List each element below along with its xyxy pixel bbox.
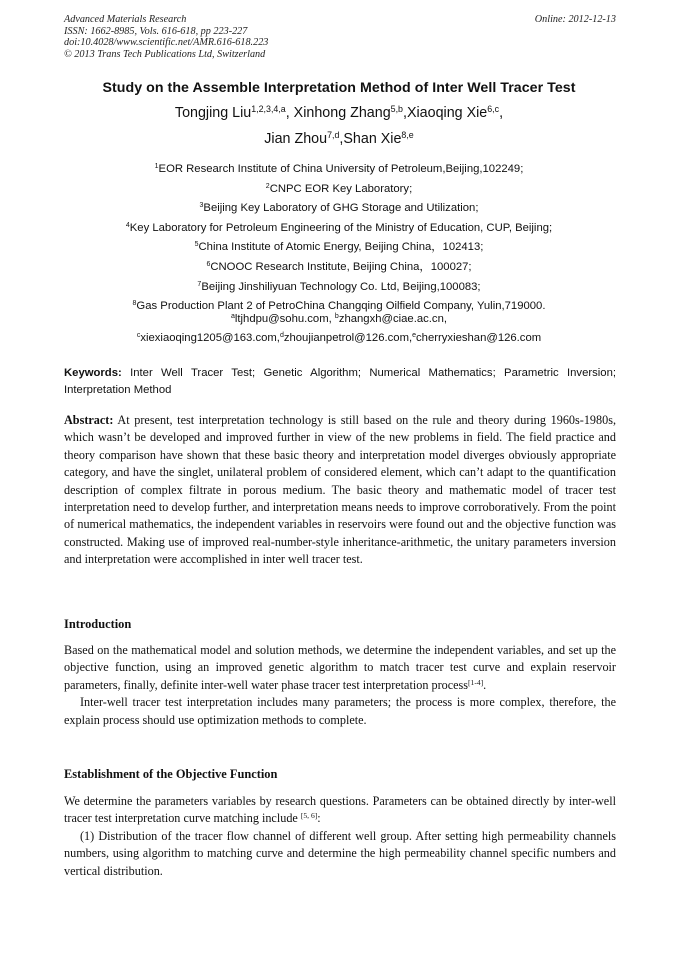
author-emails [0,310,678,347]
paragraph [64,793,616,828]
journal-doi: doi:10.4028/www.scientific.net/AMR.616-618.223 [64,37,269,49]
affiliation-sup: 2 [265,182,270,190]
citation: [1-4] [468,677,484,687]
email-address: cherryxieshan@126.com [416,331,542,344]
author-name: Xiaoqing Xie [406,105,488,121]
affiliation-text: CNOOC Research Institute, Beijing China，100027; [210,260,472,273]
affiliation-line [0,160,678,180]
paragraph: Inter-well tracer test interpretation includes many parameters; the process is more complex, therefore, the explain process should use optimization methods to complete. [64,695,616,727]
author-sup: 6,c [487,104,500,115]
author-separator: , [285,105,294,121]
journal-info [64,14,616,60]
journal-copyright: © 2013 Trans Tech Publications Ltd, Switzerland [64,48,266,60]
author-separator: , [402,105,407,121]
affiliation-text: CNPC EOR Key Laboratory; [269,182,413,195]
introduction-body [64,642,616,729]
author-sup: 5,b [390,104,403,115]
affiliation-line [0,238,678,258]
affiliations [0,160,678,317]
author-sup: 7,d [327,130,340,141]
keywords-label: Keywords: [64,367,122,379]
affiliation-line [0,199,678,219]
affiliation-sup: 6 [206,261,211,269]
email-address: xiexiaoqing1205@163.com, [140,331,280,344]
email-sup: e [412,331,417,339]
paper-title: Study on the Assemble Interpretation Method of Inter Well Tracer Test [102,80,576,96]
abstract-label: Abstract: [64,413,114,427]
email-sup: d [279,331,284,339]
punctuation: . [483,677,487,692]
affiliation-sup: 8 [132,300,137,308]
email-address: zhoujianpetrol@126.com, [283,331,413,344]
author-separator: , [339,131,344,147]
email-line [0,329,678,348]
author-name: Xinhong Zhang [293,105,391,121]
paragraph [64,642,616,694]
email-line [0,310,678,329]
abstract [64,412,616,569]
objective-function-body [64,793,616,880]
author-line-2 [0,131,678,147]
affiliation-sup: 4 [125,221,130,229]
author-name: Jian Zhou [264,131,328,147]
affiliation-text: Beijing Key Laboratory of GHG Storage and Utilization; [203,202,479,215]
journal-issn: ISSN: 1662-8985, Vols. 616-618, pp 223-227 [64,25,248,37]
affiliation-line [0,180,678,200]
affiliation-line [0,278,678,298]
abstract-text: At present, test interpretation technology is still based on the rule and theory during 1960s-1980s, which wasn’t be developed and improved further in view of the new problems in field. The field practice and theory comparison have shown that these basic theory and interpretation model diverges obviously appropriate category, and have the singlet, unilateral problem of considered element, which can’t adapt to the quantification description of complex filtrate in porous medium. The basic theory and mathematic model of tracer test interpretation need to develop further, and interpretation means needs to improve corroboratively. From the point of numerical mathematics, the independent variables in reservoirs were found out and the objective function was constructed. Making use of improved real-number-style inheritance-arithmetic, the unitary parameters inversion and interpretation were accomplished in inter well tracer test. [64,413,616,567]
affiliation-sup: 3 [199,202,204,210]
author-separator: , [499,105,504,121]
journal-name: Advanced Materials Research [64,14,187,25]
paragraph-text: We determine the parameters variables by research questions. Parameters can be obtained directly by inter-well tracer test interpretation curve matching include [64,794,616,826]
journal-header [64,14,616,60]
affiliation-line [0,219,678,239]
author-sup: 8,e [401,130,414,141]
email-sup: c [136,331,141,339]
affiliation-text: Key Laboratory for Petroleum Engineering of the Ministry of Education, CUP, Beijing; [129,221,553,234]
citation: [5, 6] [300,811,318,821]
paragraph-text: Based on the mathematical model and solution methods, we determine the independent variables, and set up the objective function, using an improved genetic algorithm to match tracer test curve and explain reservoir parameters, finally, definite inter-well water phase tracer test interpretation process [64,643,616,692]
keywords-text: Inter Well Tracer Test; Genetic Algorithm; Numerical Mathematics; Parametric Inversion; Interpretation Method [64,367,616,396]
affiliation-text: China Institute of Atomic Energy, Beijing China，102413; [198,241,484,254]
author-line-1 [0,105,678,121]
section-heading-objective-function: Establishment of the Objective Function [64,767,278,781]
author-name: Shan Xie [343,131,402,147]
affiliation-sup: 7 [197,280,202,288]
section-heading-introduction: Introduction [64,617,132,631]
email-address: ltjhdpu@sohu.com, [234,313,335,325]
email-sup: b [334,313,339,321]
affiliation-text: Gas Production Plant 2 of PetroChina Changqing Oilfield Company, Yulin,719000. [136,300,546,313]
email-address: zhangxh@ciae.ac.cn, [338,313,447,325]
keywords [64,365,616,399]
affiliation-line [0,258,678,278]
punctuation: : [317,811,321,826]
author-sup: 1,2,3,4,a [251,104,286,115]
author-name: Tongjing Liu [174,105,252,121]
paragraph: (1) Distribution of the tracer flow channel of different well group. After setting high permeability channels numbers, using algorithm to matching curve and determine the high permeability channel specific numbers and vertical distribution. [64,828,616,878]
affiliation-text: Beijing Jinshiliyuan Technology Co. Ltd, Beijing,100083; [201,280,481,293]
online-date: Online: 2012-12-13 [534,14,616,25]
affiliation-sup: 1 [154,163,159,171]
affiliation-text: EOR Research Institute of China University of Petroleum,Beijing,102249; [158,163,524,175]
email-sup: a [230,313,235,321]
affiliation-sup: 5 [194,241,199,249]
